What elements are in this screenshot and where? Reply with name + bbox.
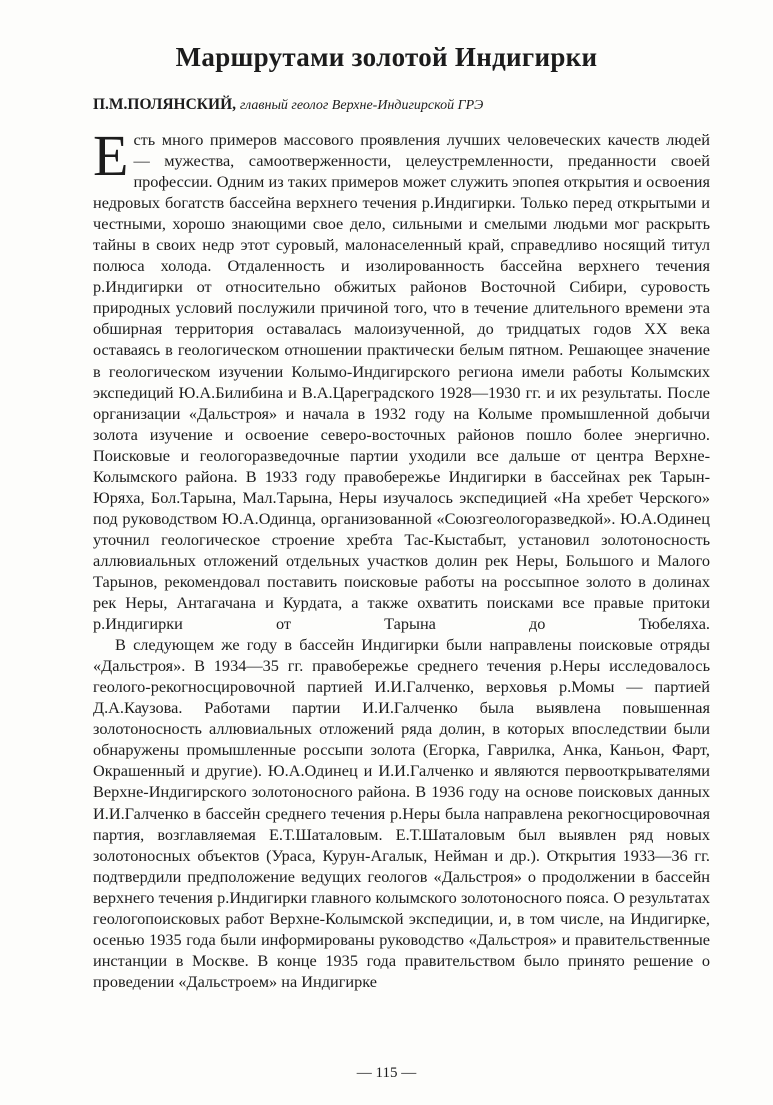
page-number: — 115 — xyxy=(356,1065,417,1081)
paragraph-1-text: сть много примеров массового проявления лучших человеческих качеств людей — мужества, самоотверженности, целеустремленности, преданности своей профессии. Одним из таких примеров может служить эпопея открытия и освоения недровых богатств бассейна верхнего течения р.Индигирки. Только перед открытыми и честными, хорошо знающими свое дело, сильными и смелыми людьми мог раскрыть тайны в своих недр этот суровый, малонаселенный край, справедливо носящий титул полюса холода. Отдаленность и изолированность бассейна верхнего течения р.Индигирки от относительно обжитых районов Восточной Сибири, суровость природных условий послужили причиной того, что в течение длительного времени эта обширная территория оставалась малоизученной, до тридцатых годов XX века оставаясь в геологическом отношении практически белым пятном. Решающее значение в геологическом изучении Колымо-Индигирского региона имели работы Колымских экспедиций Ю.А.Билибина и В.А.Цареградского 1928—1930 гг. и их результаты. После организации «Дальстроя» и начала в 1932 году на Колыме промышленной добычи золота изучение и освоение северо-восточных районов пошло более энергично. Поисковые и геологоразведочные партии уходили все дальше от центра Верхне-Колымского района. В 1933 году правобережье Индигирки в бассейнах рек Тарын-Юряха, Бол.Тарына, Мал.Тарына, Неры изучалось экспедицией «На хребет Черского» под руководством Ю.А.Одинца, организованной «Союзгеологоразведкой». Ю.А.Одинец уточнил геологическое строение хребта Тас-Кыстабыт, установил золотоносность аллювиальных отложений отдельных участков долин рек Неры, Большого и Малого Тарынов, рекомендовал поставить поисковые работы на россыпное золото в долинах рек Неры, Антагачана и Курдата, а также охватить поисками все правые притоки р.Индигирки от Тарына до Тюбеляха. xyxy=(93,130,710,634)
byline xyxy=(93,96,713,114)
author-name: П.М.ПОЛЯНСКИЙ, xyxy=(93,96,236,113)
drop-cap: Е xyxy=(93,123,129,188)
paragraph-1 xyxy=(93,123,710,634)
article-body xyxy=(93,123,710,992)
article-title: Маршрутами золотой Индигирки xyxy=(175,42,598,72)
author-role: главный геолог Верхне-Индигирской ГРЭ xyxy=(239,98,484,113)
paragraph-2: В следующем же году в бассейн Индигирки были направлены поисковые отряды «Дальстроя». В 1934—35 гг. правобережье среднего течения р.Неры исследовалось геолого-рекогносцировочной партией И.И.Галченко, верховья р.Момы — партией Д.А.Каузова. Работами партии И.И.Галченко была выявлена повышенная золотоносность аллювиальных отложений ряда долин, в которых впоследствии были обнаружены промышленные россыпи золота (Егорка, Гаврилка, Анка, Каньон, Фарт, Окрашенный и другие). Ю.А.Одинец и И.И.Галченко и являются первооткрывателями Верхне-Индигирского золотоносного района. В 1936 году на основе поисковых данных И.И.Галченко в бассейн среднего течения р.Неры была направлена рекогносцировочная партия, возглавляемая Е.Т.Шаталовым. Е.Т.Шаталовым был выявлен ряд новых золотоносных объектов (Ураса, Курун-Агалык, Нейман и др.). Открытия 1933—36 гг. подтвердили предположение ведущих геологов «Дальстроя» о продолжении в бассейн верхнего течения р.Индигирки главного колымского золотоносного пояса. О результатах геологопоисковых работ Верхне-Колымской экспедиции, и, в том числе, на Индигирке, осенью 1935 года были информированы руководство «Дальстроя» и правительственные инстанции в Москве. В конце 1935 года правительством было принято решение о проведении «Дальстроем» на Индигирке xyxy=(93,635,710,991)
